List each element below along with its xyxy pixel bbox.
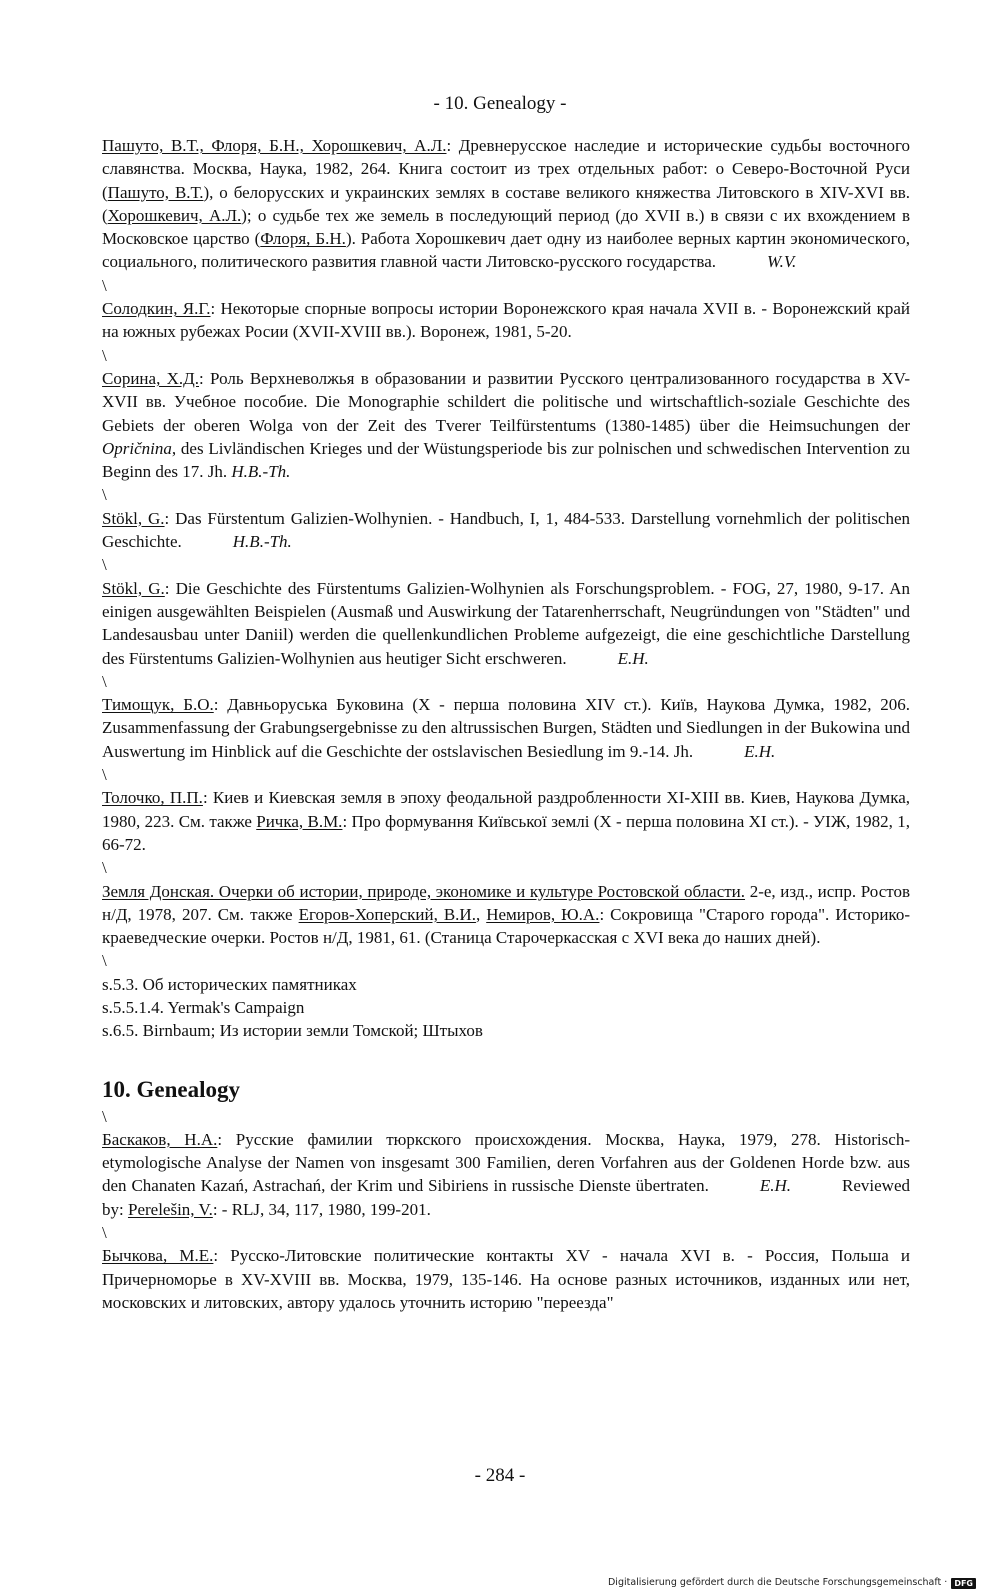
bibliography-entry [102, 577, 910, 670]
entry-separator: \ [102, 1223, 107, 1243]
author-reference: Флоря, Б.Н. [260, 229, 346, 249]
bibliography-entry [102, 507, 910, 554]
author-reference: Немиров, Ю.А. [486, 904, 600, 924]
author-reference: Хорошкевич, А.Л. [107, 205, 242, 225]
entry-separator: \ [102, 345, 107, 365]
entry-separator: \ [102, 275, 107, 295]
entry-text: ). Работа Хорошкевич дает одну из наиболее верных картин экономического, социального, политического развития главной части Литовско-русского государства. [102, 229, 910, 272]
bibliography-body [102, 134, 910, 1314]
reviewer-initials: E.H. [617, 648, 649, 668]
reviewer-initials: E.H. [759, 1176, 792, 1196]
entry-text: : Про формування Київської землі (X - перша половина XI ст.). - УІЖ, 1982, 1, 66-72. [102, 811, 910, 854]
bibliography-entry [102, 880, 910, 950]
entry-text: ); о судьбе тех же земель в последующий период (до XVII в.) в связи с их вхождением в Московское царство ( [102, 205, 910, 249]
bibliography-entry [102, 693, 910, 763]
bibliography-entry [102, 297, 910, 344]
entry-text: : Русские фамилии тюркского происхождения. Москва, Наука, 1979, 278. Historisch-etymologische Analyse der Namen von insgesamt 300 Familien, deren Vorfahren aus der Goldenen Horde bzw. aus den Chanaten Kazań, Astrachań, der Krim und Sibiriens in russische Dienste übertraten. [102, 1129, 910, 1196]
bibliography-entry [102, 367, 910, 483]
review-label: Reviewed by: [102, 1176, 910, 1219]
entry-text: : Das Fürstentum Galizien-Wolhynien. - Handbuch, I, 1, 484-533. Darstellung vornehmlich der politischen Geschichte. [102, 508, 910, 552]
author-reference: Perelešin, V. [127, 1199, 213, 1219]
entry-separator: \ [102, 765, 107, 785]
entry-text: : Некоторые спорные вопросы истории Воронежского края начала XVII в. - Воронежский край на южных рубежах Росии (XVII-XVIII вв.). Воронеж, 1981, 5-20. [102, 299, 910, 342]
entry-author: Земля Донская. Очерки об истории, природе, экономике и культуре Ростовской области. [102, 881, 746, 901]
author-reference: Пашуто, В.Т. [107, 182, 204, 202]
entry-author: Тимощук, Б.О. [102, 695, 214, 715]
entry-separator: \ [102, 951, 107, 971]
reviewer-initials: H.B.-Th. [231, 462, 291, 482]
cross-reference: s.5.5.1.4. Yermak's Campaign [102, 997, 305, 1017]
funding-note [608, 1577, 976, 1589]
entry-author: Бычкова, М.Е. [102, 1246, 214, 1266]
dfg-logo-icon: DFG [951, 1578, 976, 1589]
entry-text: ), о белорусских и украинских землях в составе великого княжества Литовского в XIV-XVI вв. ( [102, 182, 911, 225]
author-reference: Егоров-Хоперский, В.И. [298, 904, 476, 924]
entry-text: : Роль Верхневолжья в образовании и развитии Русского централизованного государства в XV-XVII вв. Учебное пособие. Die Monographie schildert die politische und wirtschaftlich-soziale Geschichte des Gebiets der oberen Wolga von der Zeit des Tverer Teilfürstentums (1380-1485) über die Heimsuchungen der [102, 368, 910, 435]
entry-author: Stökl, G. [102, 508, 165, 528]
entry-author: Сорина, Х.Д. [102, 368, 200, 388]
funding-text: Digitalisierung gefördert durch die Deutsche Forschungsgemeinschaft · [607, 1577, 948, 1588]
entry-text: , [475, 904, 487, 924]
entry-separator: \ [102, 485, 107, 505]
entry-text: : Давньоруська Буковина (X - перша половина XIV ст.). Київ, Наукова Думка, 1982, 206. Zusammenfassung der Grabungsergebnisse zu den altrussischen Burgen, Städten und Siedlungen in der Bukowina und Auswertung im Hinblick auf die Geschichte der ostslavischen Besiedlung im 9.-14. Jh. [102, 695, 910, 761]
entry-author: Солодкин, Я.Г. [102, 299, 211, 319]
cross-reference: s.6.5. Birnbaum; Из истории земли Томской; Штыхов [102, 1021, 483, 1041]
entry-text: : Сокровища "Старого города". Историко-краеведческие очерки. Ростов н/Д, 1981, 61. (Станица Старочеркасская с XVI века до наших дней). [102, 904, 910, 948]
entry-text: , des Livländischen Krieges und der Wüstungsperiode bis zur polnischen und schwedischen Intervention zu Beginn des 17. Jh. [102, 438, 910, 482]
entry-text: : Древнерусское наследие и исторические судьбы восточного славянства. Москва, Наука, 1982, 264. Книга состоит из трех отдельных работ: о Северо-Восточной Руси ( [102, 136, 910, 202]
entry-separator: \ [102, 555, 107, 575]
bibliography-entry [102, 786, 910, 856]
entry-separator: \ [102, 858, 107, 878]
reviewer-initials: E.H. [744, 741, 776, 761]
entry-text: : Die Geschichte des Fürstentums Galizien-Wolhynien als Forschungsproblem. - FOG, 27, 1980, 9-17. An einigen ausgewählten Beispielen (Ausmaß und Auswirkung der Tatarenherrschaft, Neugründungen von "Städten" und Landesausbau unter Daniil) werden die quellenkundlichen Probleme aufgezeigt, die eine geschichtliche Darstellung des Fürstentums Galizien-Wolhynien aus heutiger Sicht erschweren. [102, 578, 910, 668]
entry-author: Stökl, G. [102, 578, 165, 598]
entry-text: : - RLJ, 34, 117, 1980, 199-201. [212, 1199, 431, 1219]
page-number: - 284 - [474, 1465, 526, 1486]
entry-text: : Киев и Киевская земля в эпоху феодальной раздробленности XI-XIII вв. Киев, Наукова Думка, 1980, 223. См. также [102, 788, 910, 831]
bibliography-entry [102, 134, 910, 274]
bibliography-entry [102, 1128, 910, 1221]
reviewer-initials: H.B.-Th. [232, 532, 292, 552]
entry-author: Толочко, П.П. [102, 788, 203, 808]
entry-separator: \ [102, 1106, 107, 1126]
entry-author: Пашуто, В.Т., Флоря, Б.Н., Хорошкевич, А.Л. [102, 136, 447, 155]
entry-text: : Русско-Литовские политические контакты XV - начала XVI в. - Россия, Польша и Причерноморье в XV-XVIII вв. Москва, 1979, 135-146. На основе разных источников, изданных или нет, московских и литовских, автору удалось уточнить историю "переезда" [102, 1246, 910, 1312]
cross-reference: s.5.3. Об исторических памятниках [102, 974, 357, 994]
entry-separator: \ [102, 671, 107, 691]
section-heading: 10. Genealogy [102, 1076, 240, 1102]
running-head: - 10. Genealogy - [433, 93, 567, 114]
entry-author: Баскаков, Н.А. [102, 1129, 218, 1149]
reviewer-initials: W.V. [766, 252, 797, 272]
author-reference: Ричка, В.М. [256, 811, 343, 831]
italic-term: Opričnina [102, 438, 172, 458]
bibliography-entry [102, 1244, 910, 1314]
entry-text: 2-е, изд., испр. Ростов н/Д, 1978, 207. См. также [102, 881, 910, 924]
